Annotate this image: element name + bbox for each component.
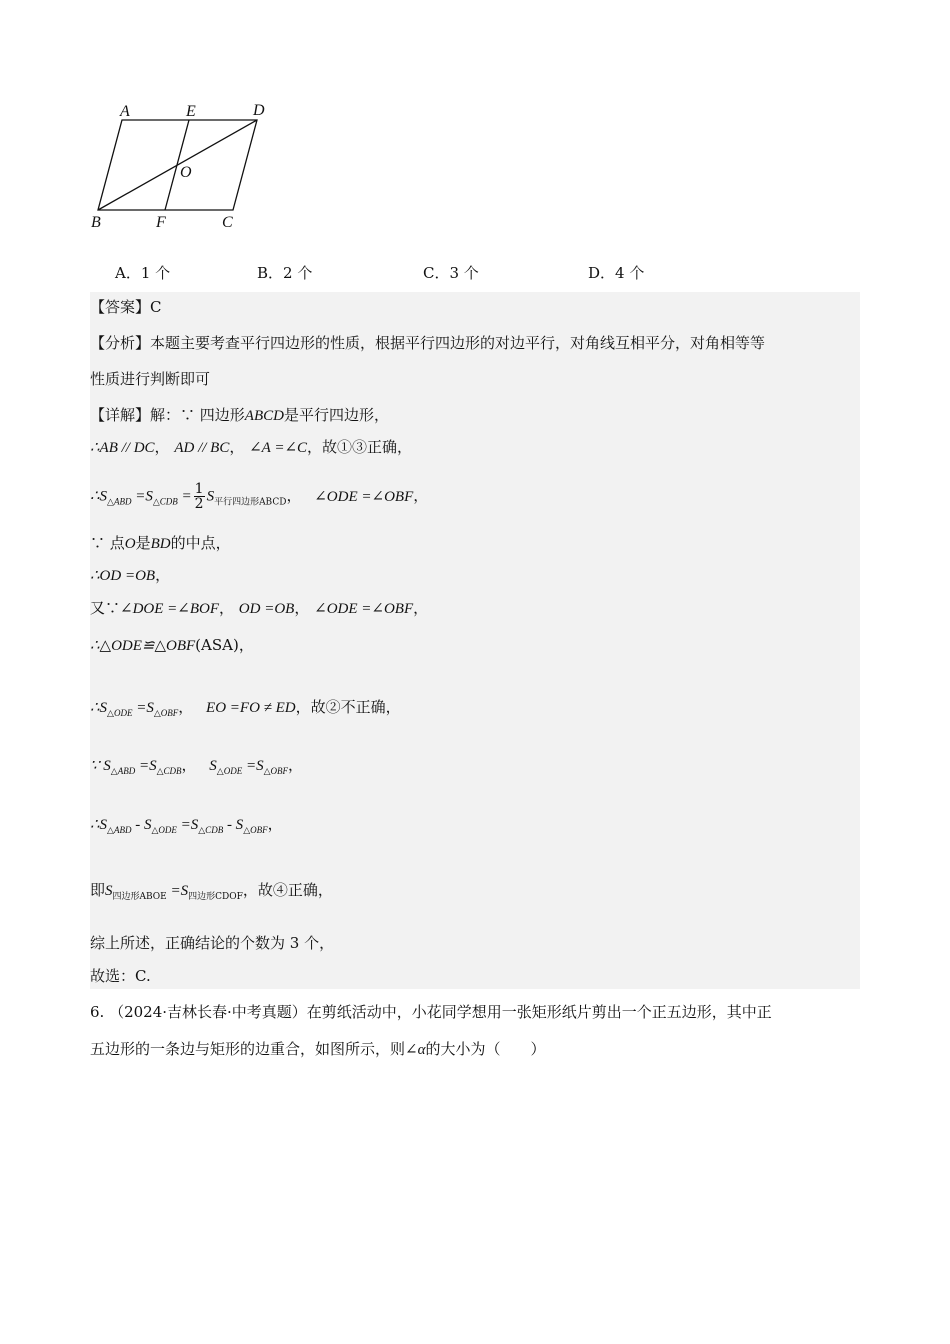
- detail-step-7: $\therefore S_{\triangle ODE} =S_{\triangle OBF}$， EO =FO ≠ ED，故②不正确，: [90, 698, 401, 718]
- label-c: C: [222, 214, 233, 231]
- answer-choices: [0, 262, 950, 282]
- parallelogram-svg: [88, 96, 278, 234]
- detail-step-3: ∵ 点O是BD的中点，: [90, 534, 231, 552]
- question-6-line-2: 五边形的一条边与矩形的边重合，如图所示，则∠α的大小为（ ）: [90, 1040, 546, 1058]
- detail-step-5: 又∵∠DOE =∠BOF， OD =OB， ∠ODE =∠OBF，: [90, 599, 429, 617]
- analysis-line-2: 性质进行判断即可: [90, 370, 211, 388]
- detail-summary: 综上所述，正确结论的个数为 3 个，: [90, 934, 335, 952]
- detail-step-6: ∴△ODE≌△OBF(ASA)，: [90, 636, 254, 654]
- question-6-line-1: 6. （2024·吉林长春·中考真题）在剪纸活动中，小花同学想用一张矩形纸片剪出一个正五边形，其中正: [90, 1003, 772, 1021]
- answer-line: 【答案】C: [90, 298, 162, 316]
- choice-d: D．4 个: [588, 264, 645, 282]
- choice-c: C．3 个: [423, 264, 479, 282]
- label-f: F: [156, 214, 166, 231]
- label-a: A: [120, 103, 130, 120]
- detail-step-10: 即$S_{四边形ABOE} =S_{四边形CDOF}$，故④正确，: [90, 881, 333, 902]
- label-o: O: [180, 164, 192, 181]
- detail-conclusion: 故选：C.: [90, 967, 151, 985]
- label-b: B: [91, 214, 101, 231]
- choice-a: A．1 个: [115, 264, 171, 282]
- label-d: D: [253, 102, 265, 119]
- choice-b: B．2 个: [257, 264, 313, 282]
- analysis-line-1: 【分析】本题主要考查平行四边形的性质，根据平行四边形的对边平行，对角线互相平分，对角相等等: [90, 334, 766, 352]
- parallelogram-figure: [88, 96, 278, 234]
- detail-intro: 【详解】解：∵ 四边形ABCD是平行四边形，: [90, 406, 389, 424]
- detail-step-4: ∴OD =OB，: [90, 566, 171, 584]
- detail-step-8: ∵ $S_{\triangle ABD} =S_{\triangle CDB}$， $S_{\triangle ODE} =S_{\triangle OBF}$，: [90, 756, 304, 776]
- detail-step-2: $\therefore S_{\triangle ABD} =S_{\triangle CDB}$ = $\frac{1}{2}$ $S_{平行四边形ABCD}$， ∠ODE =∠OBF，: [90, 481, 429, 512]
- detail-step-1: ∴AB // DC， AD // BC， ∠A =∠C，故①③正确，: [90, 438, 413, 456]
- detail-step-9: $\therefore S_{\triangle ABD} - S_{\triangle ODE} =S_{\triangle CDB} - S_{\triangle OBF}$，: [90, 815, 283, 835]
- label-e: E: [186, 103, 196, 120]
- fraction-one-half: $\frac{1}{2}$: [194, 481, 204, 512]
